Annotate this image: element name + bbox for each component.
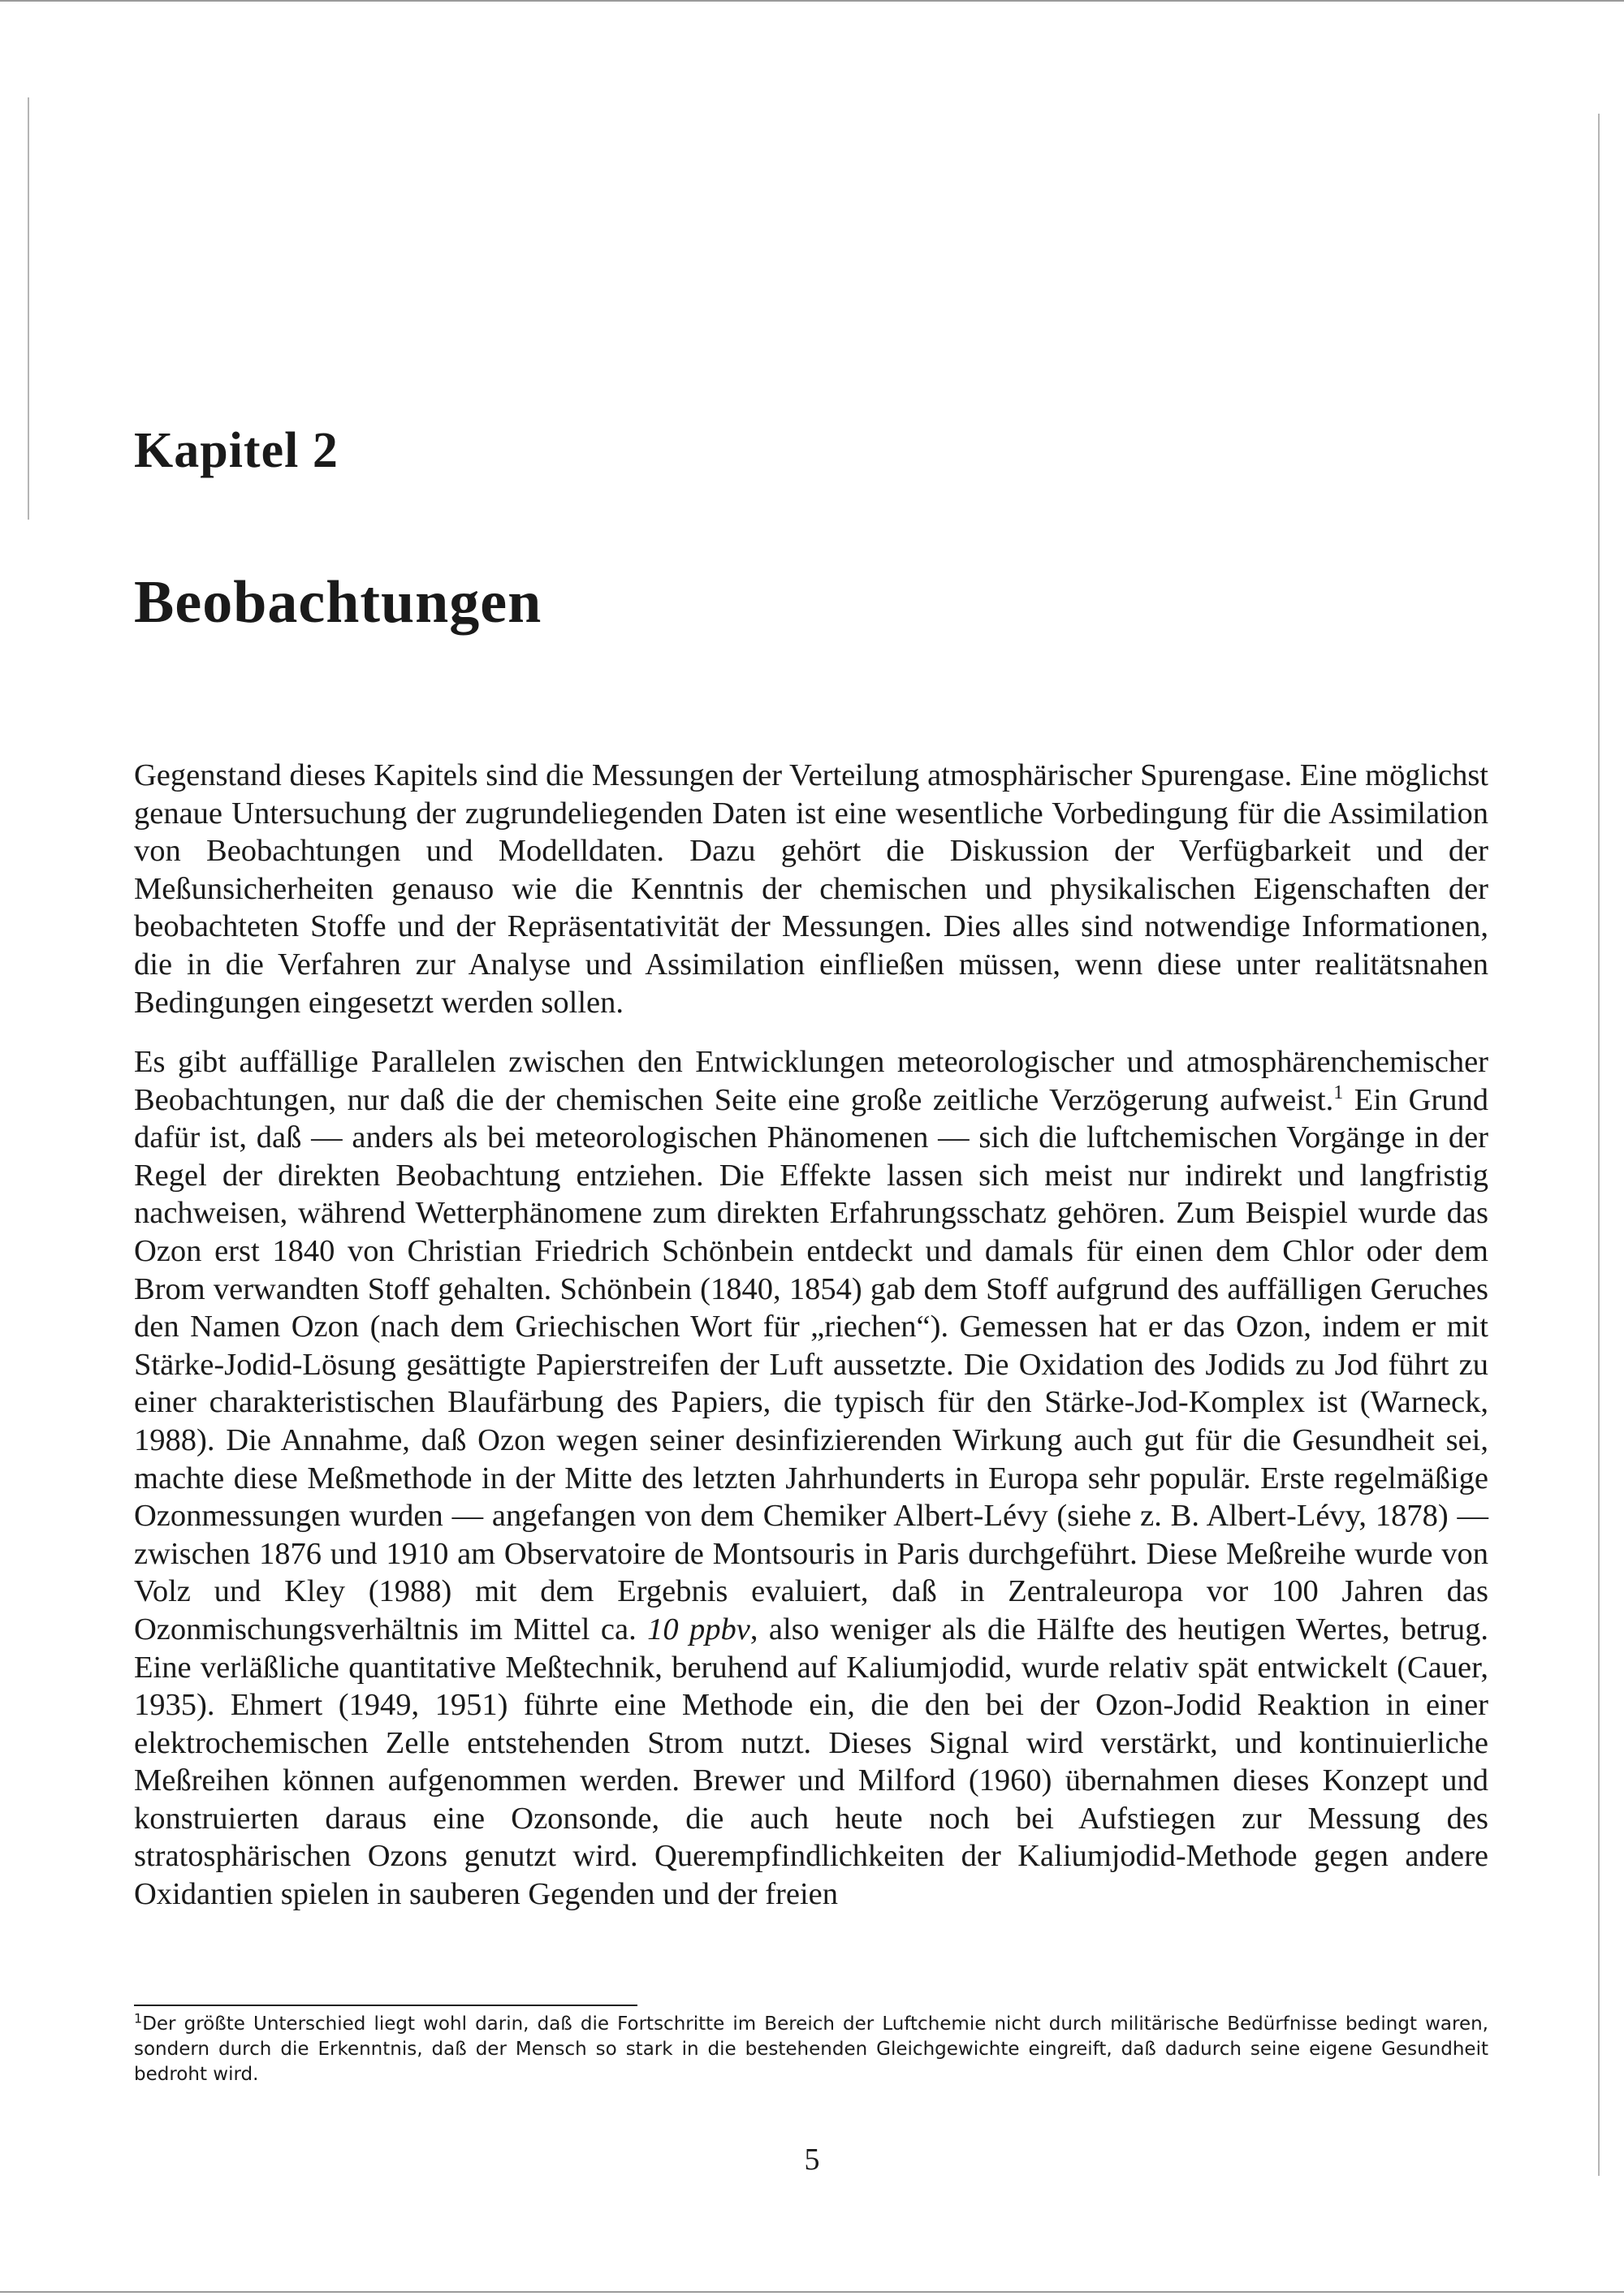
footnote-mark: 1 <box>134 2010 143 2026</box>
paragraph-history-part3: , also weniger als die Hälfte des heutigen Wertes, betrug. Eine verläßliche quantitative Meßtechnik, beruhend auf Kaliumjodid, wurde relativ spät entwickelt (Cauer, 1935). Ehmert (1949, 1951) führte eine Methode ein, die den bei der Ozon-Jodid Reaktion in einer elektrochemischen Zelle entstehenden Strom nutzt. Dieses Signal wird verstärkt, und kontinuierliche Meßreihen können aufgenommen werden. Brewer und Milford (1960) übernahmen dieses Konzept und konstruierten daraus eine Ozonsonde, die auch heute noch bei Aufstiegen zur Messung des stratosphärischen Ozons genutzt wird. Querempfindlichkeiten der Kaliumjodid-Methode gegen andere Oxidantien spielen in sauberen Gegenden und der freien <box>134 1612 1488 1912</box>
paragraph-intro: Gegenstand dieses Kapitels sind die Messungen der Verteilung atmosphärischer Spurengase. Eine möglichst genaue Untersuchung der zugrundeliegenden Daten ist eine wesentliche Vorbedingung für die Assimilation von Beobachtungen und Modelldaten. Dazu gehört die Diskussion der Verfügbarkeit und der Meßunsicherheiten genauso wie die Kenntnis der chemischen und physikalischen Eigenschaften der beobachteten Stoffe und der Repräsentativität der Messungen. Dies alles sind notwendige Informationen, die in die Verfahren zur Analyse und Assimilation einfließen müssen, wenn diese unter realitätsnahen Bedingungen eingesetzt werden sollen. <box>134 758 1488 1020</box>
footnote-text: Der größte Unterschied liegt wohl darin, daß die Fortschritte im Bereich der Luftchemie nicht durch militärische Bedürfnisse bedingt waren, sondern durch die Erkenntnis, daß der Mensch so stark in die bestehenden Gleichgewichte eingreift, daß dadurch seine eigene Gesundheit bedroht wird. <box>134 2013 1488 2085</box>
footnote-divider <box>134 2005 637 2006</box>
chapter-title: Beobachtungen <box>134 569 542 636</box>
footnote <box>134 2012 1488 2087</box>
page-number: 5 <box>804 2143 820 2177</box>
paragraph-history-part2: Ein Grund dafür ist, daß — anders als bei meteorologischen Phänomenen — sich die luftchemischen Vorgänge in der Regel der direkten Beobachtung entziehen. Die Effekte lassen sich meist nur indirekt und langfristig nachweisen, während Wetterphänomene zum direkten Erfahrungsschatz gehören. Zum Beispiel wurde das Ozon erst 1840 von Christian Friedrich Schönbein entdeckt und damals für einen dem Chlor oder dem Brom verwandten Stoff gehalten. Schönbein (1840, 1854) gab dem Stoff aufgrund des auffälligen Geruches den Namen Ozon (nach dem Griechischen Wort für „riechen“). Gemessen hat er das Ozon, indem er mit Stärke-Jodid-Lösung gesättigte Papierstreifen der Luft aussetzte. Die Oxidation des Jodids zu Jod führt zu einer charakteristischen Blaufärbung des Papiers, die typisch für den Stärke-Jod-Komplex ist (Warneck, 1988). Die Annahme, daß Ozon wegen seiner desinfizierenden Wirkung auch gut für die Gesundheit sei, machte diese Meßmethode in der Mitte des letzten Jahrhunderts in Europa sehr populär. Erste regelmäßige Ozonmessungen wurden — angefangen von dem Chemiker Albert-Lévy (siehe z. B. Albert-Lévy, 1878) — zwischen 1876 und 1910 am Observatoire de Montsouris in Paris durchgeführt. Diese Meßreihe wurde von Volz und Kley (1988) mit dem Ergebnis evaluiert, daß in Zentraleuropa vor 100 Jahren das Ozonmischungsverhältnis im Mittel ca. <box>134 1082 1488 1646</box>
paragraph-history <box>134 1043 1488 1914</box>
paragraph-history-part1: Es gibt auffällige Parallelen zwischen den Entwicklungen meteorologischer und atmosphärenchemischer Beobachtungen, nur daß die der chemischen Seite eine große zeitliche Verzögerung aufweist. <box>134 1045 1488 1117</box>
scan-edge-top <box>0 0 1624 2</box>
footnote-reference: 1 <box>1333 1081 1344 1103</box>
scan-edge-bottom <box>0 2291 1624 2293</box>
chapter-label: Kapitel 2 <box>134 423 339 478</box>
scan-edge-left <box>28 97 29 520</box>
scan-edge-right <box>1598 114 1600 2176</box>
unit-ppbv: 10 ppbv <box>647 1612 750 1646</box>
